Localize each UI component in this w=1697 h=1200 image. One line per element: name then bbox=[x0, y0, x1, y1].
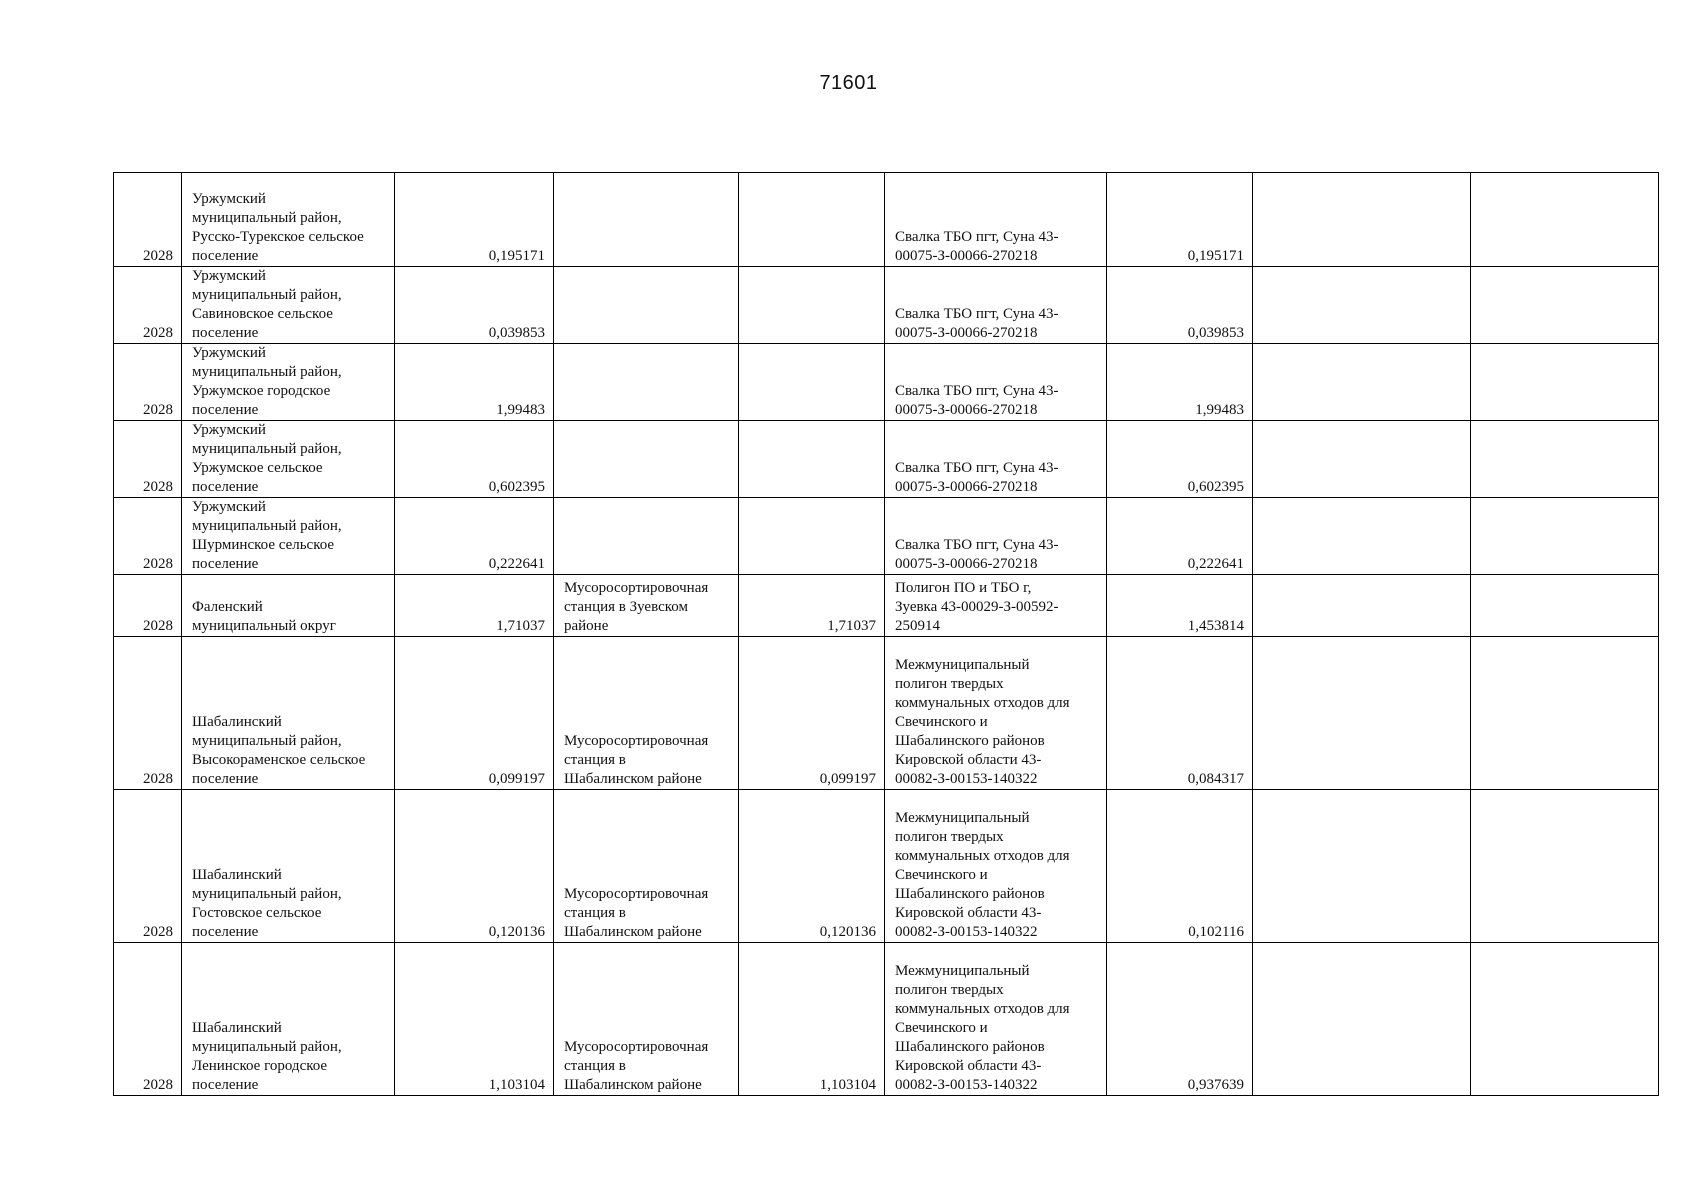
cell-landfill: Свалка ТБО пгт, Суна 43- 00075-З-00066-270218 bbox=[885, 498, 1107, 575]
waste-flow-table bbox=[113, 172, 1659, 1096]
cell-landfill: Свалка ТБО пгт, Суна 43- 00075-З-00066-270218 bbox=[885, 421, 1107, 498]
cell-landfill: Межмуниципальный полигон твердых коммунальных отходов для Свечинского и Шабалинского районов Кировской области 43- 00082-З-00153-140322 bbox=[885, 637, 1107, 790]
cell-landfill: Свалка ТБО пгт, Суна 43- 00075-З-00066-270218 bbox=[885, 344, 1107, 421]
cell-landfill-volume: 0,084317 bbox=[1107, 637, 1253, 790]
cell-sorting-station: Мусоросортировочная станция в Зуевском районе bbox=[554, 575, 739, 637]
cell-empty-1 bbox=[1253, 344, 1471, 421]
table-row bbox=[114, 498, 1659, 575]
cell-year: 2028 bbox=[114, 498, 182, 575]
cell-empty-2 bbox=[1471, 637, 1659, 790]
cell-volume: 1,99483 bbox=[395, 344, 554, 421]
cell-station-volume bbox=[739, 267, 885, 344]
cell-sorting-station bbox=[554, 421, 739, 498]
cell-municipality: Уржумский муниципальный район, Уржумское городское поселение bbox=[182, 344, 395, 421]
cell-landfill-volume: 0,602395 bbox=[1107, 421, 1253, 498]
cell-municipality: Шабалинский муниципальный район, Гостовское сельское поселение bbox=[182, 790, 395, 943]
cell-volume: 0,039853 bbox=[395, 267, 554, 344]
cell-station-volume: 0,099197 bbox=[739, 637, 885, 790]
cell-year: 2028 bbox=[114, 267, 182, 344]
table-body bbox=[114, 173, 1659, 1096]
cell-volume: 0,195171 bbox=[395, 173, 554, 267]
cell-sorting-station bbox=[554, 267, 739, 344]
cell-empty-2 bbox=[1471, 267, 1659, 344]
table-row bbox=[114, 637, 1659, 790]
cell-landfill-volume: 0,195171 bbox=[1107, 173, 1253, 267]
cell-year: 2028 bbox=[114, 637, 182, 790]
cell-landfill-volume: 1,453814 bbox=[1107, 575, 1253, 637]
cell-empty-2 bbox=[1471, 575, 1659, 637]
cell-municipality: Шабалинский муниципальный район, Высокораменское сельское поселение bbox=[182, 637, 395, 790]
cell-volume: 0,602395 bbox=[395, 421, 554, 498]
cell-station-volume: 0,120136 bbox=[739, 790, 885, 943]
cell-landfill-volume: 1,99483 bbox=[1107, 344, 1253, 421]
cell-empty-1 bbox=[1253, 790, 1471, 943]
cell-empty-2 bbox=[1471, 344, 1659, 421]
cell-station-volume: 1,71037 bbox=[739, 575, 885, 637]
cell-landfill: Межмуниципальный полигон твердых коммунальных отходов для Свечинского и Шабалинского районов Кировской области 43- 00082-З-00153-140322 bbox=[885, 943, 1107, 1096]
table-row bbox=[114, 421, 1659, 498]
cell-station-volume bbox=[739, 421, 885, 498]
cell-empty-1 bbox=[1253, 267, 1471, 344]
cell-station-volume bbox=[739, 344, 885, 421]
cell-landfill-volume: 0,222641 bbox=[1107, 498, 1253, 575]
cell-empty-1 bbox=[1253, 575, 1471, 637]
cell-year: 2028 bbox=[114, 173, 182, 267]
cell-sorting-station: Мусоросортировочная станция в Шабалинском районе bbox=[554, 790, 739, 943]
cell-empty-2 bbox=[1471, 498, 1659, 575]
cell-landfill-volume: 0,039853 bbox=[1107, 267, 1253, 344]
cell-empty-1 bbox=[1253, 637, 1471, 790]
cell-landfill: Свалка ТБО пгт, Суна 43- 00075-З-00066-270218 bbox=[885, 173, 1107, 267]
cell-empty-1 bbox=[1253, 498, 1471, 575]
cell-sorting-station bbox=[554, 498, 739, 575]
cell-year: 2028 bbox=[114, 344, 182, 421]
cell-landfill-volume: 0,102116 bbox=[1107, 790, 1253, 943]
cell-municipality: Уржумский муниципальный район, Уржумское сельское поселение bbox=[182, 421, 395, 498]
cell-sorting-station: Мусоросортировочная станция в Шабалинском районе bbox=[554, 943, 739, 1096]
cell-station-volume bbox=[739, 498, 885, 575]
cell-volume: 0,120136 bbox=[395, 790, 554, 943]
cell-empty-1 bbox=[1253, 943, 1471, 1096]
table-row bbox=[114, 173, 1659, 267]
cell-year: 2028 bbox=[114, 575, 182, 637]
cell-landfill: Свалка ТБО пгт, Суна 43- 00075-З-00066-270218 bbox=[885, 267, 1107, 344]
cell-sorting-station bbox=[554, 173, 739, 267]
cell-empty-2 bbox=[1471, 173, 1659, 267]
table-row bbox=[114, 344, 1659, 421]
cell-landfill-volume: 0,937639 bbox=[1107, 943, 1253, 1096]
cell-empty-1 bbox=[1253, 173, 1471, 267]
cell-landfill: Межмуниципальный полигон твердых коммунальных отходов для Свечинского и Шабалинского районов Кировской области 43- 00082-З-00153-140322 bbox=[885, 790, 1107, 943]
cell-empty-2 bbox=[1471, 421, 1659, 498]
cell-station-volume: 1,103104 bbox=[739, 943, 885, 1096]
page-number: 71601 bbox=[819, 72, 878, 94]
cell-year: 2028 bbox=[114, 943, 182, 1096]
cell-sorting-station bbox=[554, 344, 739, 421]
cell-municipality: Уржумский муниципальный район, Русско-Турекское сельское поселение bbox=[182, 173, 395, 267]
cell-municipality: Уржумский муниципальный район, Шурминское сельское поселение bbox=[182, 498, 395, 575]
cell-year: 2028 bbox=[114, 421, 182, 498]
cell-volume: 1,71037 bbox=[395, 575, 554, 637]
cell-volume: 0,222641 bbox=[395, 498, 554, 575]
cell-empty-2 bbox=[1471, 790, 1659, 943]
cell-year: 2028 bbox=[114, 790, 182, 943]
cell-municipality: Фаленский муниципальный округ bbox=[182, 575, 395, 637]
cell-station-volume bbox=[739, 173, 885, 267]
cell-volume: 1,103104 bbox=[395, 943, 554, 1096]
cell-sorting-station: Мусоросортировочная станция в Шабалинском районе bbox=[554, 637, 739, 790]
table-row bbox=[114, 790, 1659, 943]
table-row bbox=[114, 267, 1659, 344]
table-row bbox=[114, 575, 1659, 637]
cell-municipality: Шабалинский муниципальный район, Ленинское городское поселение bbox=[182, 943, 395, 1096]
cell-empty-1 bbox=[1253, 421, 1471, 498]
cell-landfill: Полигон ПО и ТБО г, Зуевка 43-00029-З-00592- 250914 bbox=[885, 575, 1107, 637]
cell-municipality: Уржумский муниципальный район, Савиновское сельское поселение bbox=[182, 267, 395, 344]
table-row bbox=[114, 943, 1659, 1096]
cell-volume: 0,099197 bbox=[395, 637, 554, 790]
cell-empty-2 bbox=[1471, 943, 1659, 1096]
